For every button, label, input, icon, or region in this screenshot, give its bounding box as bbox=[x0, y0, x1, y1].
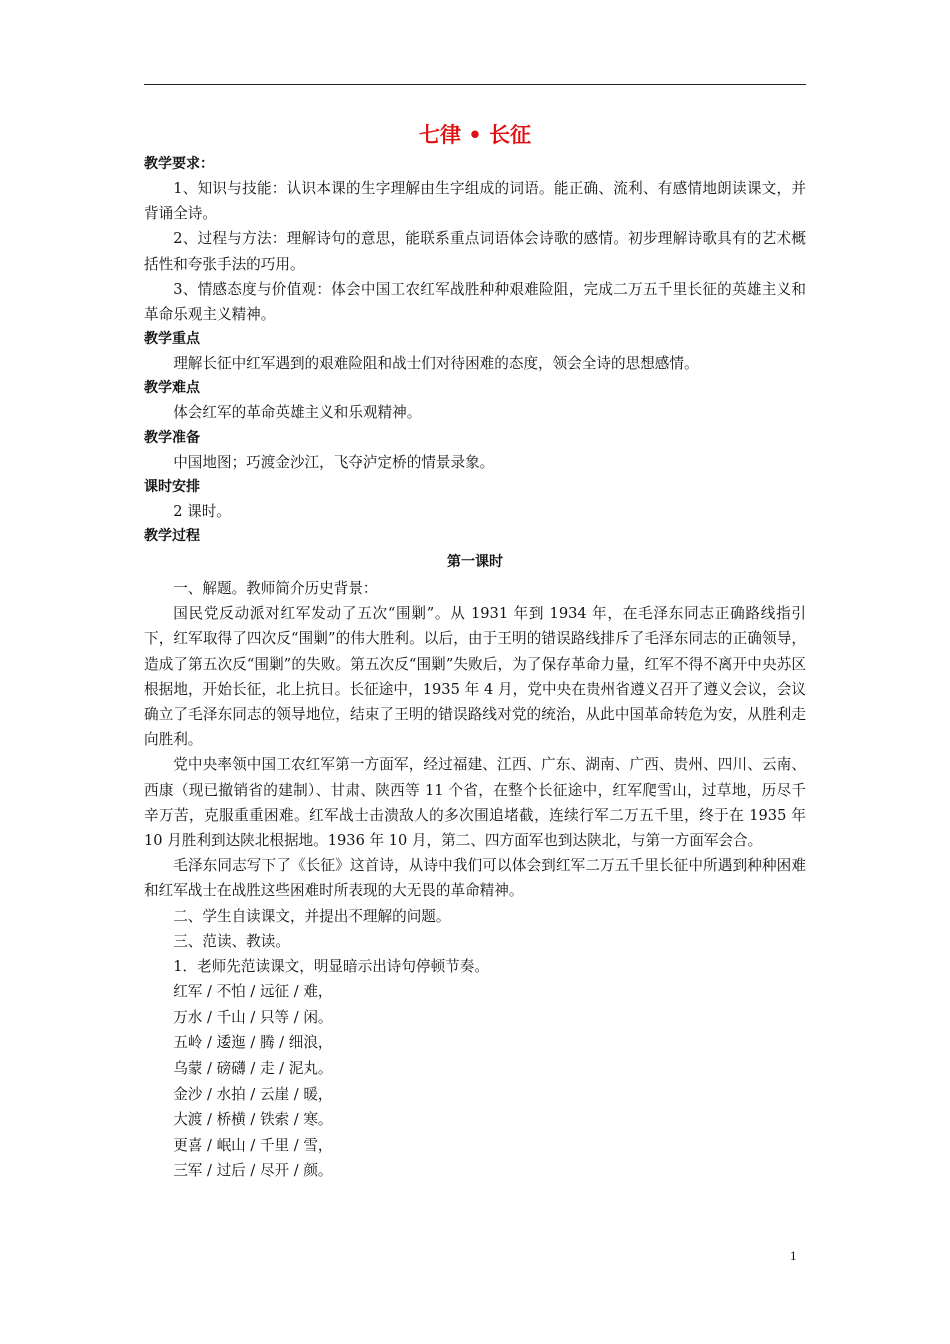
schedule-text: 2 课时。 bbox=[173, 502, 231, 520]
poem-line: 大渡 / 桥横 / 铁索 / 寒。 bbox=[173, 1111, 333, 1129]
requirements-heading: 教学要求： bbox=[144, 156, 214, 172]
poem-line: 五岭 / 逶迤 / 腾 / 细浪， bbox=[173, 1034, 333, 1052]
poem-line: 更喜 / 岷山 / 千里 / 雪， bbox=[173, 1136, 333, 1154]
process-paragraph-1: 一、解题。教师简介历史背景： bbox=[173, 580, 378, 598]
difficulties-text: 体会红军的革命英雄主义和乐观精神。 bbox=[173, 404, 422, 422]
difficulties-heading: 教学难点 bbox=[144, 380, 200, 397]
document-body bbox=[144, 118, 806, 1184]
header-rule bbox=[144, 84, 806, 85]
process-paragraph-6: 三、范读、教读。 bbox=[173, 932, 290, 950]
page-number: 1 bbox=[790, 1248, 797, 1263]
poem-line: 红军 / 不怕 / 远征 / 难， bbox=[173, 983, 333, 1001]
process-heading: 教学过程 bbox=[144, 528, 200, 545]
preparation-heading: 教学准备 bbox=[144, 429, 200, 446]
requirement-item-3: 3、情感态度与价值观：体会中国工农红军战胜种种艰难险阻，完成二万五千里长征的英雄主义和革命乐观主义精神。 bbox=[144, 280, 806, 324]
requirement-item-1: 1、知识与技能：认识本课的生字理解由生字组成的词语。能正确、流利、有感情地朗读课文，并背诵全诗。 bbox=[144, 180, 806, 223]
preparation-text: 中国地图；巧渡金沙江，飞夺泸定桥的情景录象。 bbox=[173, 453, 495, 471]
requirement-item-2: 2、过程与方法：理解诗句的意思，能联系重点词语体会诗歌的感情。初步理解诗歌具有的艺术概括性和夸张手法的巧用。 bbox=[144, 230, 806, 273]
poem-line: 三军 / 过后 / 尽开 / 颜。 bbox=[173, 1162, 333, 1180]
schedule-heading: 课时安排 bbox=[144, 478, 200, 495]
poem-line: 金沙 / 水拍 / 云崖 / 暖， bbox=[173, 1085, 333, 1103]
key-points-heading: 教学重点 bbox=[144, 331, 200, 348]
process-paragraph-4: 毛泽东同志写下了《长征》这首诗，从诗中我们可以体会到红军二万五千里长征中所遇到种种困难和红军战士在战胜这些困难时所表现的大无畏的革命精神。 bbox=[144, 857, 806, 900]
poem bbox=[144, 979, 806, 1184]
poem-line: 万水 / 千山 / 只等 / 闲。 bbox=[173, 1008, 333, 1026]
key-points-text: 理解长征中红军遇到的艰难险阻和战士们对待困难的态度，领会全诗的思想感情。 bbox=[173, 355, 699, 373]
poem-line: 乌蒙 / 磅礴 / 走 / 泥丸。 bbox=[173, 1060, 333, 1078]
process-paragraph-2: 国民党反动派对红军发动了五次“围剿”。从 1931 年到 1934 年，在毛泽东同志正确路线指引下，红军取得了四次反“围剿”的伟大胜利。以后，由于王明的错误路线排斥了毛泽东同志的正确领导，造成了第五次反“围剿”的失败。第五次反“围剿”失败后，为了保存革命力量，红军不得不离开中央苏区根据地，开始长征，北上抗日。长征途中，1935 年 4 月，党中央在贵州省遵义召开了遵义会议，会议确立了毛泽东同志的领导地位，结束了王明的错误路线对党的统治，从此中国革命转危为安，从胜利走向胜利。 bbox=[144, 605, 806, 749]
document-title: 七律 • 长征 bbox=[418, 123, 532, 147]
process-paragraph-5: 二、学生自读课文，并提出不理解的问题。 bbox=[173, 907, 451, 925]
lesson-title: 第一课时 bbox=[447, 554, 503, 571]
process-paragraph-3: 党中央率领中国工农红军第一方面军，经过福建、江西、广东、湖南、广西、贵州、四川、云南、西康（现已撤销省的建制）、甘肃、陕西等 11 个省，在整个长征途中，红军爬雪山，过草地，历尽千辛万苦，克服重重困难。红军战士击溃敌人的多次围追堵截，连续行军二万五千里，终于在 1935 年 10 月胜利到达陕北根据地。1936 年 10 月，第二、四方面军也到达陕北，与第一方面军会合。 bbox=[144, 756, 806, 850]
process-paragraph-7: 1．老师先范读课文，明显暗示出诗句停顿节奏。 bbox=[173, 958, 489, 976]
